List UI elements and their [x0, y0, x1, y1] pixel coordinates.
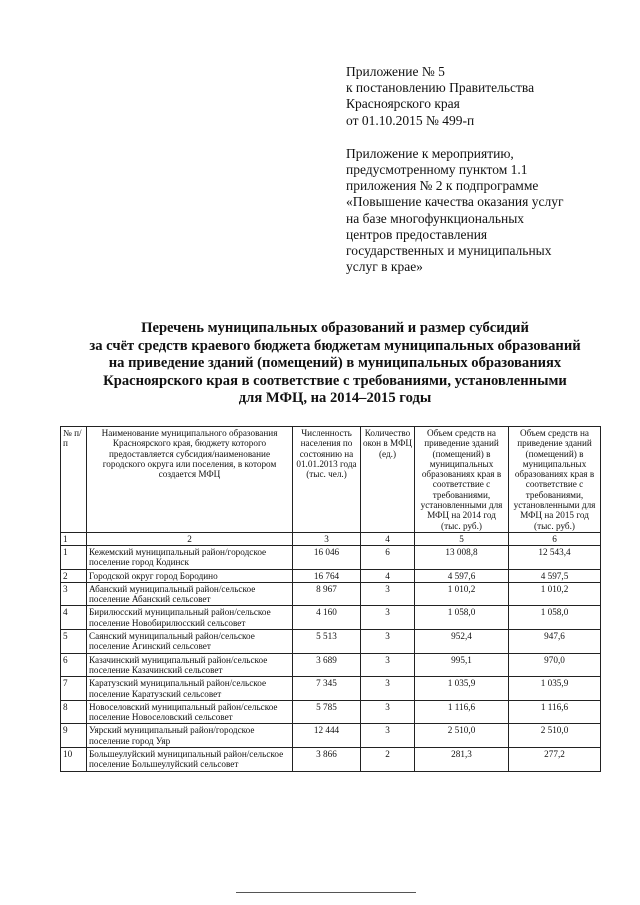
- row-funds-2014: 1 058,0: [415, 606, 509, 630]
- document-title: [40, 320, 630, 408]
- table-row: [61, 677, 601, 701]
- header-cell-number: № п/п: [61, 427, 87, 533]
- row-number: 9: [61, 724, 87, 748]
- annex-sub-line: центров предоставления: [346, 226, 488, 242]
- scan-edge-mark: [236, 892, 416, 897]
- row-windows: 6: [361, 545, 415, 569]
- row-municipality: Городской округ город Бородино: [87, 569, 293, 582]
- row-funds-2014: 952,4: [415, 630, 509, 654]
- annex-sub-line: «Повышение качества оказания услуг: [346, 194, 564, 210]
- row-population: 16 046: [293, 545, 361, 569]
- row-municipality: Кежемский муниципальный район/городское поселение город Кодинск: [87, 545, 293, 569]
- row-funds-2015: 1 116,6: [509, 700, 601, 724]
- header-cell-population: Численность населения по состоянию на 01.01.2013 года (тыс. чел.): [293, 427, 361, 533]
- title-line: за счёт средств краевого бюджета бюджетам муниципальных образований: [89, 337, 581, 354]
- title-line: Перечень муниципальных образований и размер субсидий: [141, 320, 529, 336]
- row-municipality: Уярский муниципальный район/городское поселение город Уяр: [87, 724, 293, 748]
- row-windows: 3: [361, 724, 415, 748]
- row-funds-2015: 4 597,5: [509, 569, 601, 582]
- row-funds-2014: 1 010,2: [415, 582, 509, 606]
- table-row: [61, 630, 601, 654]
- row-municipality: Казачинский муниципальный район/сельское поселение Казачинский сельсовет: [87, 653, 293, 677]
- header-cell-windows: Количество окон в МФЦ (ед.): [361, 427, 415, 533]
- row-population: 3 866: [293, 748, 361, 772]
- row-windows: 4: [361, 569, 415, 582]
- header-cell-funds-2014: Объем средств на приведение зданий (помещений) в муниципальных образованиях края в соответствие с требованиями, установленными для МФЦ на 2014 год (тыс. руб.): [415, 427, 509, 533]
- column-number: 2: [87, 532, 293, 545]
- row-windows: 3: [361, 700, 415, 724]
- annex-sub-line: приложения № 2 к подпрограмме: [346, 178, 539, 194]
- table-body: [61, 545, 601, 771]
- row-population: 16 764: [293, 569, 361, 582]
- row-number: 3: [61, 582, 87, 606]
- row-windows: 3: [361, 606, 415, 630]
- annex-sub-line: государственных и муниципальных: [346, 243, 552, 259]
- column-number: 5: [415, 532, 509, 545]
- row-population: 3 689: [293, 653, 361, 677]
- row-funds-2014: 13 008,8: [415, 545, 509, 569]
- table-row: [61, 724, 601, 748]
- header-cell-name: Наименование муниципального образования Красноярского края, бюджету которого предоставляется субсидия/наименование городского округа или поселения, в котором создается МФЦ: [87, 427, 293, 533]
- row-municipality: Абанский муниципальный район/сельское поселение Абанский сельсовет: [87, 582, 293, 606]
- row-population: 4 160: [293, 606, 361, 630]
- column-number: 1: [61, 532, 87, 545]
- row-funds-2015: 947,6: [509, 630, 601, 654]
- row-windows: 3: [361, 582, 415, 606]
- row-population: 5 785: [293, 700, 361, 724]
- header-cell-funds-2015: Объем средств на приведение зданий (помещений) в муниципальных образованиях края в соответствие с требованиями, установленными для МФЦ на 2015 год (тыс. руб.): [509, 427, 601, 533]
- row-funds-2015: 2 510,0: [509, 724, 601, 748]
- row-municipality: Каратузский муниципальный район/сельское поселение Каратузский сельсовет: [87, 677, 293, 701]
- annex-line: от 01.10.2015 № 499-п: [346, 112, 475, 128]
- row-funds-2015: 277,2: [509, 748, 601, 772]
- row-number: 2: [61, 569, 87, 582]
- table-header-row: [61, 427, 601, 533]
- table-row: [61, 569, 601, 582]
- row-funds-2014: 1 035,9: [415, 677, 509, 701]
- annex-sub-line: на базе многофункциональных: [346, 210, 525, 226]
- row-population: 5 513: [293, 630, 361, 654]
- row-number: 10: [61, 748, 87, 772]
- row-windows: 3: [361, 677, 415, 701]
- annex-gap: [346, 129, 616, 146]
- annex-sub-line: предусмотренному пунктом 1.1: [346, 162, 528, 178]
- row-funds-2014: 1 116,6: [415, 700, 509, 724]
- column-number: 3: [293, 532, 361, 545]
- row-municipality: Новоселовский муниципальный район/сельское поселение Новоселовский сельсовет: [87, 700, 293, 724]
- row-population: 7 345: [293, 677, 361, 701]
- row-number: 7: [61, 677, 87, 701]
- annex-header: [346, 64, 616, 275]
- row-funds-2014: 995,1: [415, 653, 509, 677]
- row-funds-2015: 970,0: [509, 653, 601, 677]
- row-number: 5: [61, 630, 87, 654]
- row-municipality: Бирилюсский муниципальный район/сельское поселение Новобирилюсский сельсовет: [87, 606, 293, 630]
- row-funds-2015: 12 543,4: [509, 545, 601, 569]
- row-number: 6: [61, 653, 87, 677]
- subsidy-table: [60, 426, 601, 772]
- row-funds-2015: 1 010,2: [509, 582, 601, 606]
- table-row: [61, 606, 601, 630]
- table-row: [61, 700, 601, 724]
- row-windows: 2: [361, 748, 415, 772]
- title-line: на приведение зданий (помещений) в муниципальных образованиях: [108, 355, 562, 372]
- row-funds-2015: 1 058,0: [509, 606, 601, 630]
- annex-line: Красноярского края: [346, 96, 460, 112]
- title-line: Красноярского края в соответствие с требованиями, установленными: [103, 372, 567, 389]
- table-row: [61, 653, 601, 677]
- annex-sub-line: Приложение к мероприятию,: [346, 145, 514, 161]
- row-funds-2014: 4 597,6: [415, 569, 509, 582]
- row-funds-2014: 281,3: [415, 748, 509, 772]
- row-number: 1: [61, 545, 87, 569]
- table-row: [61, 582, 601, 606]
- title-line: для МФЦ, на 2014–2015 годы: [238, 390, 432, 407]
- table-row: [61, 748, 601, 772]
- row-number: 8: [61, 700, 87, 724]
- row-funds-2015: 1 035,9: [509, 677, 601, 701]
- column-number-row: [61, 532, 601, 545]
- row-municipality: Саянский муниципальный район/сельское поселение Агинский сельсовет: [87, 630, 293, 654]
- annex-line: Приложение № 5: [346, 64, 445, 79]
- row-population: 12 444: [293, 724, 361, 748]
- column-number: 4: [361, 532, 415, 545]
- row-funds-2014: 2 510,0: [415, 724, 509, 748]
- row-population: 8 967: [293, 582, 361, 606]
- annex-line: к постановлению Правительства: [346, 80, 535, 96]
- row-windows: 3: [361, 653, 415, 677]
- row-windows: 3: [361, 630, 415, 654]
- annex-sub-line: услуг в крае»: [346, 259, 423, 275]
- row-number: 4: [61, 606, 87, 630]
- column-number: 6: [509, 532, 601, 545]
- table-row: [61, 545, 601, 569]
- row-municipality: Большеулуйский муниципальный район/сельское поселение Большеулуйский сельсовет: [87, 748, 293, 772]
